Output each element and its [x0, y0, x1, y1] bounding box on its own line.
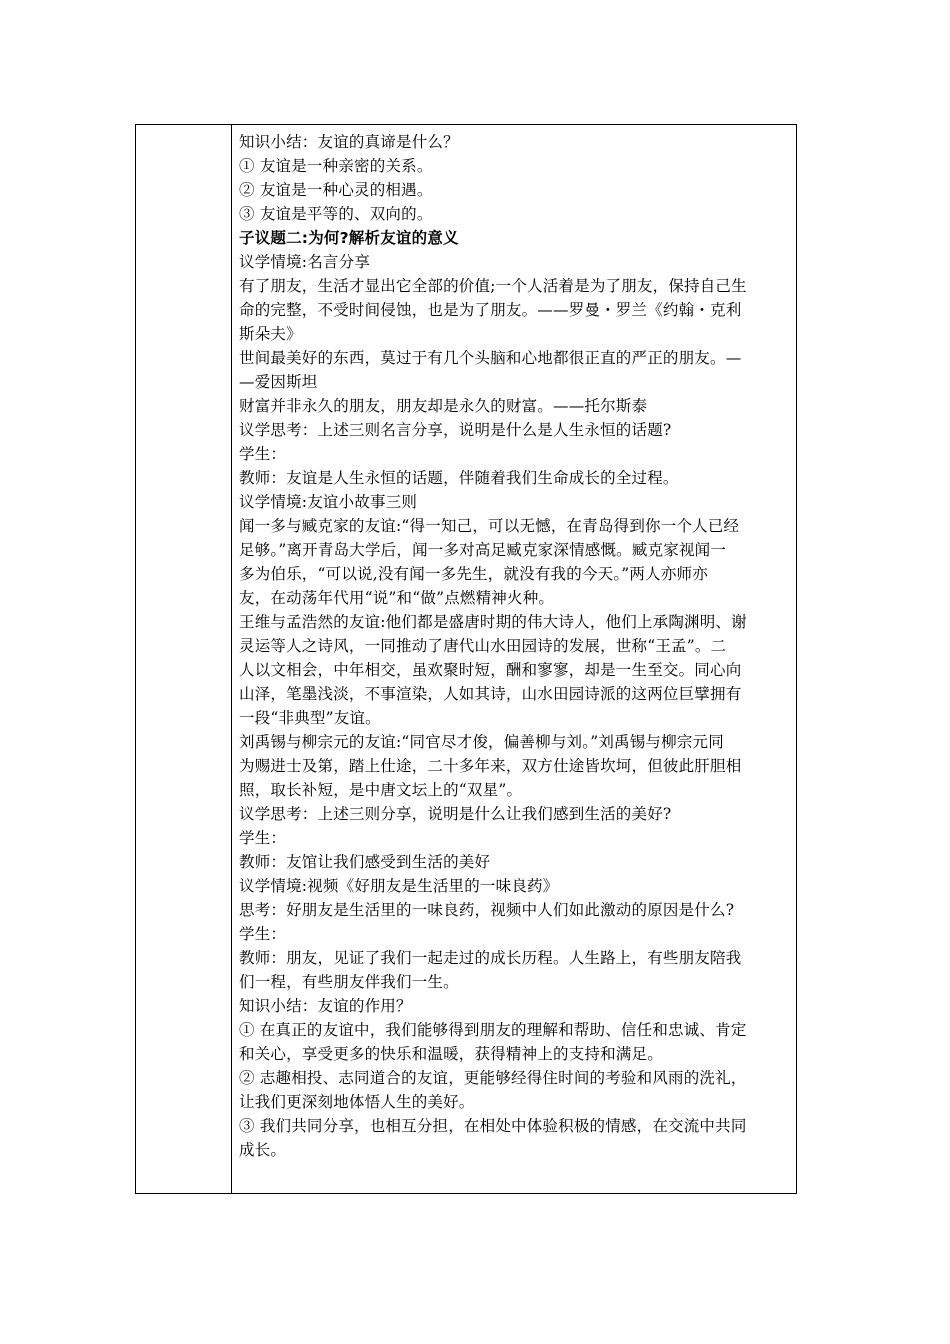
- text-line: 有了朋友，生活才显出它全部的价值;一个人活着是为了朋友，保持自己生: [239, 277, 747, 295]
- text-line: 财富并非永久的朋友，朋友却是永久的财富。——托尔斯泰: [239, 397, 648, 415]
- text-line: 知识小结：友谊的真谛是什么？: [239, 133, 459, 151]
- text-line: 议学情境:名言分享: [239, 253, 371, 271]
- text-line: 闻一多与臧克家的友谊:“得一知己，可以无憾，在青岛得到你一个人已经: [239, 517, 740, 535]
- text-line: 世间最美好的东西，莫过于有几个头脑和心地都很正直的严正的朋友。—: [239, 349, 742, 367]
- text-line: 思考：好朋友是生活里的一味良药，视频中人们如此激动的原因是什么?: [239, 901, 735, 919]
- text-line: 灵运等人之诗风，一同推动了唐代山水田园诗的发展，世称“王孟”。二: [239, 637, 727, 655]
- text-line: 刘禹锡与柳宗元的友谊:“同官尽才俊，偏善柳与刘。”刘禹锡与柳宗元同: [239, 733, 724, 751]
- text-line: 一段“非典型”友谊。: [239, 709, 381, 727]
- text-line: ① 友谊是一种亲密的关系。: [239, 157, 433, 175]
- text-line: ③ 友谊是平等的、双向的。: [239, 205, 433, 223]
- text-line: 多为伯乐，“可以说,没有闻一多先生，就没有我的今天。”两人亦师亦: [239, 565, 708, 583]
- text-line: 学生：: [239, 829, 287, 847]
- text-line: 人以文相会，中年相交，虽欢聚时短，酬和寥寥，却是一生至交。同心向: [239, 661, 742, 679]
- text-line: —爱因斯坦: [239, 373, 318, 391]
- text-line: 教师：友馆让我们感受到生活的美好: [239, 853, 491, 871]
- section-heading: 子议题二:为何?解析友谊的意义: [239, 229, 459, 247]
- text-line: 为赐进士及第，踏上仕途，二十多年来，双方仕途皆坎坷，但彼此肝胆相: [239, 757, 742, 775]
- text-line: 议学思考：上述三则分享，说明是什么让我们感到生活的美好?: [239, 805, 672, 823]
- text-line: 山泽，笔墨浅淡，不事渲染，人如其诗，山水田园诗派的这两位巨擘拥有: [239, 685, 742, 703]
- text-line: 知识小结：友谊的作用？: [239, 997, 412, 1015]
- text-line: 教师：朋友，见证了我们一起走过的成长历程。人生路上，有些朋友陪我: [239, 949, 742, 967]
- text-line: 让我们更深刻地体悟人生的美好。: [239, 1093, 475, 1111]
- text-line: 议学情境:视频《好朋友是生活里的一味良药》: [239, 877, 559, 895]
- text-line: 足够。”离开青岛大学后，闻一多对高足臧克家深情感慨。臧克家视闻一: [239, 541, 727, 559]
- text-line: ③ 我们共同分享，也相互分担，在相处中体验积极的情感，在交流中共同: [239, 1117, 747, 1135]
- text-line: 们一程，有些朋友伴我们一生。: [239, 973, 459, 991]
- text-line: 照，取长补短，是中唐文坛上的“双星”。: [239, 781, 523, 799]
- text-line: 议学情境:友谊小故事三则: [239, 493, 418, 511]
- lesson-table: [135, 124, 797, 1194]
- text-line: 王维与孟浩然的友谊:他们都是盛唐时期的伟大诗人，他们上承陶渊明、谢: [239, 613, 747, 631]
- text-line: ① 在真正的友谊中，我们能够得到朋友的理解和帮助、信任和忠诚、肯定: [239, 1021, 747, 1039]
- text-line: 教师：友谊是人生永恒的话题，伴随着我们生命成长的全过程。: [239, 469, 679, 487]
- text-line: 学生：: [239, 925, 287, 943]
- text-line: 学生：: [239, 445, 287, 463]
- text-line: 和关心，享受更多的快乐和温暖，获得精神上的支持和满足。: [239, 1045, 663, 1063]
- table-left-cell: [136, 125, 232, 1193]
- text-line: 成长。: [239, 1141, 287, 1159]
- text-line: 友，在动荡年代用“说”和“做”点燃精神火种。: [239, 589, 555, 607]
- table-content-cell: [232, 125, 796, 1193]
- text-line: ② 友谊是一种心灵的相遇。: [239, 181, 433, 199]
- text-line: 斯朵夫》: [239, 325, 302, 343]
- text-line: 议学思考：上述三则名言分享，说明是什么是人生永恒的话题?: [239, 421, 672, 439]
- text-line: 命的完整，不受时间侵蚀，也是为了朋友。——罗曼・罗兰《约翰・克利: [239, 301, 742, 319]
- text-line: ② 志趣相投、志同道合的友谊，更能够经得住时间的考验和风雨的洗礼，: [239, 1069, 747, 1087]
